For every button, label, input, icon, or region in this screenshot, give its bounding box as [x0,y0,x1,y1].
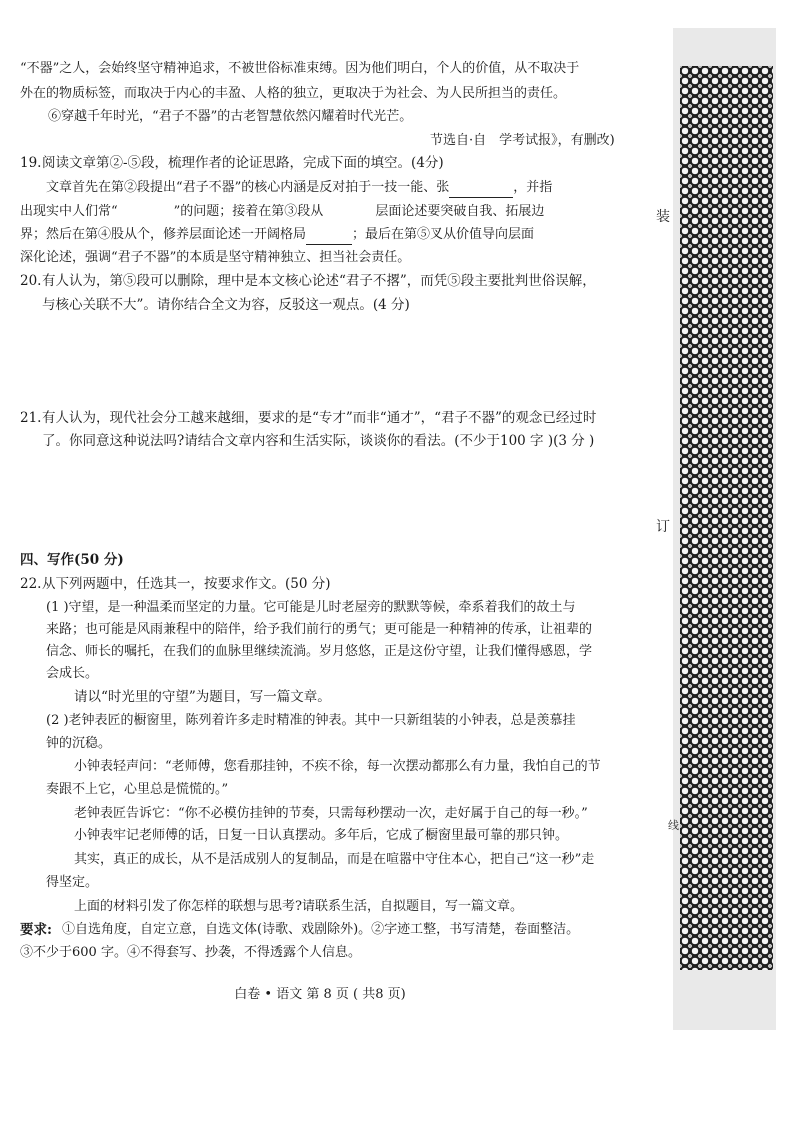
fill-text: ；最后在第⑤叉从价值导向层面 [352,227,535,242]
binding-mark: 线 [668,819,679,832]
section-title: 四、写作(50 分) [20,552,124,568]
question-stem: 有人认为，第⑤段可以删除，理中是本文核心论述“君子不撂”，而凭⑤段主要批判世俗误解， [42,273,596,289]
fill-line-4: 深化论述，强调“君子不器”的本质是坚守精神独立、担当社会责任。 [20,250,411,265]
answer-blank-1[interactable] [449,183,513,198]
question-stem: 了。你同意这种说法吗?请结合文章内容和生活实际，谈谈你的看法。(不少于100 字 )(3 分 ) [42,433,595,449]
page-footer: 白卷 • 语文 第 8 页 ( 共8 页) [234,987,406,1002]
topic-2-line: 小钟表牢记老师傅的话，日复一日认真摆动。多年后，它成了橱窗里最可靠的那只钟。 [74,828,569,843]
topic-2-line: 老钟表匠告诉它：“你不必模仿挂钟的节奏，只需每秒摆动一次，走好属于自己的每一秒。” [74,806,588,821]
topic-1-line: 信念、师长的嘱托，在我们的血脉里继续流淌。岁月悠悠，正是这份守望，让我们懂得感恩，学 [46,644,593,659]
topic-2-line: 钟的沉稳。 [46,736,112,751]
topic-2-line: 奏跟不上它，心里总是慌慌的。” [46,782,229,797]
answer-area-20[interactable] [42,320,632,402]
topic-2-line: 小钟表轻声问：“老师傅，您看那挂钟，不疾不徐，每一次摆动都那么有力量，我怕自己的节 [74,759,601,774]
fill-text: ”的问题；接着在第③段从 [173,204,324,219]
topic-1-line: (1 )守望，是一种温柔而坚定的力量。它可能是儿时老屋旁的默默等候，牵系着我们的故土与 [46,600,576,615]
topic-2-prompt: 上面的材料引发了你怎样的联想与思考?请联系生活，自拟题目，写一篇文章。 [74,899,523,914]
fill-text: 层面论述要突破自我、拓展边 [375,204,545,219]
fill-line-2 [20,202,544,222]
binding-label-mid: 订 [656,519,670,535]
passage-line: “不器”之人，会始终坚守精神追求，不被世俗标准束缚。因为他们明白，个人的价值，从不取决于 [20,61,580,76]
passage-line: 外在的物质标签，而取决于内心的丰盈、人格的独立，更取决于为社会、为人民所担当的责任。 [20,86,567,101]
question-number: 20. [20,273,42,289]
topic-2-line: 其实，真正的成长，从不是活成别人的复制品，而是在喧嚣中守住本心，把自己“这一秒”走 [74,852,595,867]
requirements-line: ①自选角度，自定立意，自选文体(诗歌、戏剧除外)。②字迹工整，书写清楚，卷面整洁。 [62,922,580,937]
topic-2-line: 得坚定。 [46,875,99,890]
fill-line-3 [20,225,534,245]
question-stem: 与核心关联不大”。请你结合全文为容，反驳这一观点。(4 分) [42,297,410,313]
question-number: 22. [20,576,42,592]
question-stem: 阅读文章第②-⑤段，梳理作者的论证思路，完成下面的填空。(4分) [42,155,444,171]
fill-text: ，并指 [513,180,553,195]
fill-text: 界；然后在第④股从个，修养层面论述一开阔格局 [20,227,307,242]
binding-label-top: 装 [656,209,670,225]
answer-blank-4[interactable] [306,230,352,245]
passage-source: 节选自·自 学考试报》，有删改) [430,133,615,148]
passage-paragraph-6: ⑥穿越千年时光，“君子不器”的古老智慧依然闪耀着时代光芒。 [48,109,413,124]
topic-1-line: 会成长。 [46,666,99,681]
question-stem: 有人认为，现代社会分工越来越细，要求的是“专才”而非“通才”，“君子不器”的观念已经过时 [42,410,597,426]
topic-1-prompt: 请以“时光里的守望”为题目，写一篇文章。 [74,689,331,705]
question-number: 19. [20,155,42,171]
fill-line-1 [46,178,552,198]
question-number: 21. [20,410,42,426]
answer-blank-3[interactable] [323,208,375,222]
requirements-line: ③不少于600 字。④不得套写、抄袭，不得透露个人信息。 [20,945,361,960]
fill-text: 出现实中人们常“ [20,204,118,219]
fill-text: 文章首先在第②段提出“君子不器”的核心内涵是反对拍于一技一能、张 [46,180,450,195]
answer-blank-2[interactable] [118,208,174,222]
requirements-label: 要求: [20,922,52,938]
answer-area-21[interactable] [42,456,632,548]
topic-1-line: 来路；也可能是风雨兼程中的陪伴，给予我们前行的勇气；更可能是一种精神的传承，让祖辈的 [46,622,593,637]
question-stem: 从下列两题中，任选其一，按要求作文。(50 分) [42,576,331,592]
topic-2-line: (2 )老钟表匠的橱窗里，陈列着许多走时精准的钟表。其中一只新组装的小钟表，总是羡慕挂 [46,713,576,728]
binding-pattern [680,66,773,970]
